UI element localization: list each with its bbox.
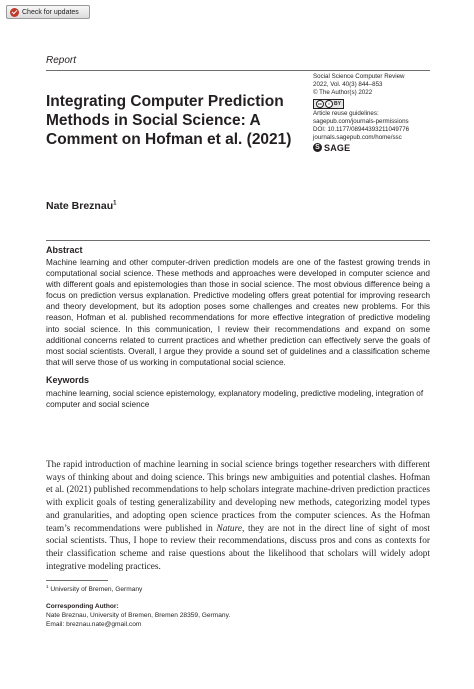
corresponding-author-heading: Corresponding Author: xyxy=(46,603,119,610)
article-type: Report xyxy=(46,55,77,66)
footnote-text: University of Bremen, Germany xyxy=(50,586,143,594)
body-paragraph xyxy=(46,459,430,573)
check-badge-icon xyxy=(10,8,19,17)
body-text-part2: , they are not in the direct line of sight of most social scientists. Thus, I hope to review their recommendations, discuss pros and cons as contexts for their classification scheme and raise questions about the likelihood that scholars will widely adopt integrative modeling practices. xyxy=(46,523,430,572)
by-icon: i xyxy=(325,100,333,108)
author-name-text: Nate Breznau xyxy=(46,200,114,212)
keywords-text: machine learning, social science epistemology, explanatory modeling, predictive modeling, integration of computer and social science xyxy=(46,389,424,409)
author-affiliation-mark: 1 xyxy=(113,200,117,207)
cc-badge-label: BY xyxy=(334,100,341,107)
abstract-heading: Abstract xyxy=(46,245,83,255)
footnote-rule xyxy=(46,580,108,581)
reuse-label: Article reuse guidelines: xyxy=(313,109,379,117)
journal-info xyxy=(313,73,443,152)
sage-logo-icon: S xyxy=(313,143,322,152)
header-rule xyxy=(46,70,430,71)
journal-volume: 2022, Vol. 40(3) 844–853 xyxy=(313,81,383,89)
article-title: Integrating Computer Prediction Methods in Social Science: A Comment on Hofman et al. (2021) xyxy=(46,93,292,148)
sage-logo-text: SAGE xyxy=(324,142,351,153)
footnote-mark: 1 xyxy=(46,584,49,589)
cc-icon: cc xyxy=(316,100,324,108)
check-for-updates-button[interactable] xyxy=(6,5,90,19)
affiliation-footnote xyxy=(46,584,142,593)
journal-copyright: © The Author(s) 2022 xyxy=(313,89,373,97)
body-text-part1: The rapid introduction of machine learning in social science brings together researchers with different ways of thinking about and doing science. This brings new ambiguities and potential clashes. Hofman et al. (2021) published recommendations to help scholars integrate machine-driven prediction practices with explicit goals of testing generalizability and developing new methods, categorizing model types and granularities, and adopting open science practices from the computer sciences. As the Hofman team’s recommendations were published in xyxy=(46,460,430,534)
reuse-link[interactable]: sagepub.com/journals-permissions xyxy=(313,117,409,125)
doi-link[interactable]: DOI: 10.1177/08944393211049776 xyxy=(313,126,410,134)
check-for-updates-label: Check for updates xyxy=(22,8,79,16)
corresponding-author-email[interactable]: Email: breznau.nate@gmail.com xyxy=(46,621,142,628)
journal-name: Social Science Computer Review xyxy=(313,73,405,80)
corresponding-author-address: Nate Breznau, University of Bremen, Bremen 28359, Germany. xyxy=(46,612,231,619)
keywords-heading: Keywords xyxy=(46,375,90,385)
cc-license-badge[interactable] xyxy=(313,99,344,109)
journal-url-link[interactable]: journals.sagepub.com/home/ssc xyxy=(313,134,402,142)
body-journal-name: Nature xyxy=(216,523,242,534)
abstract-text: Machine learning and other computer-driven prediction models are one of the fastest growing trends in computational social science. These methods and approaches were developed in computer science and with different goals and epistemologies than those in social science. The most obvious difference being a focus on prediction versus explanation. Predictive modeling offers great potential for improving research and theory development, but its adoption poses some challenges and creates new problems. For this reason, Hofman et al. published recommendations for more effective integration of predictive modeling into social science. In this communication, I review their recommendations and expand on some additional concerns related to current practices and whether prediction can effectively serve the goals of most social scientists. Overall, I argue they provide a sound set of guidelines and a classification scheme that will serve those of us working in computational social science. xyxy=(46,258,430,367)
sage-logo xyxy=(313,143,443,152)
author-name xyxy=(46,200,116,212)
abstract-rule xyxy=(46,240,430,241)
